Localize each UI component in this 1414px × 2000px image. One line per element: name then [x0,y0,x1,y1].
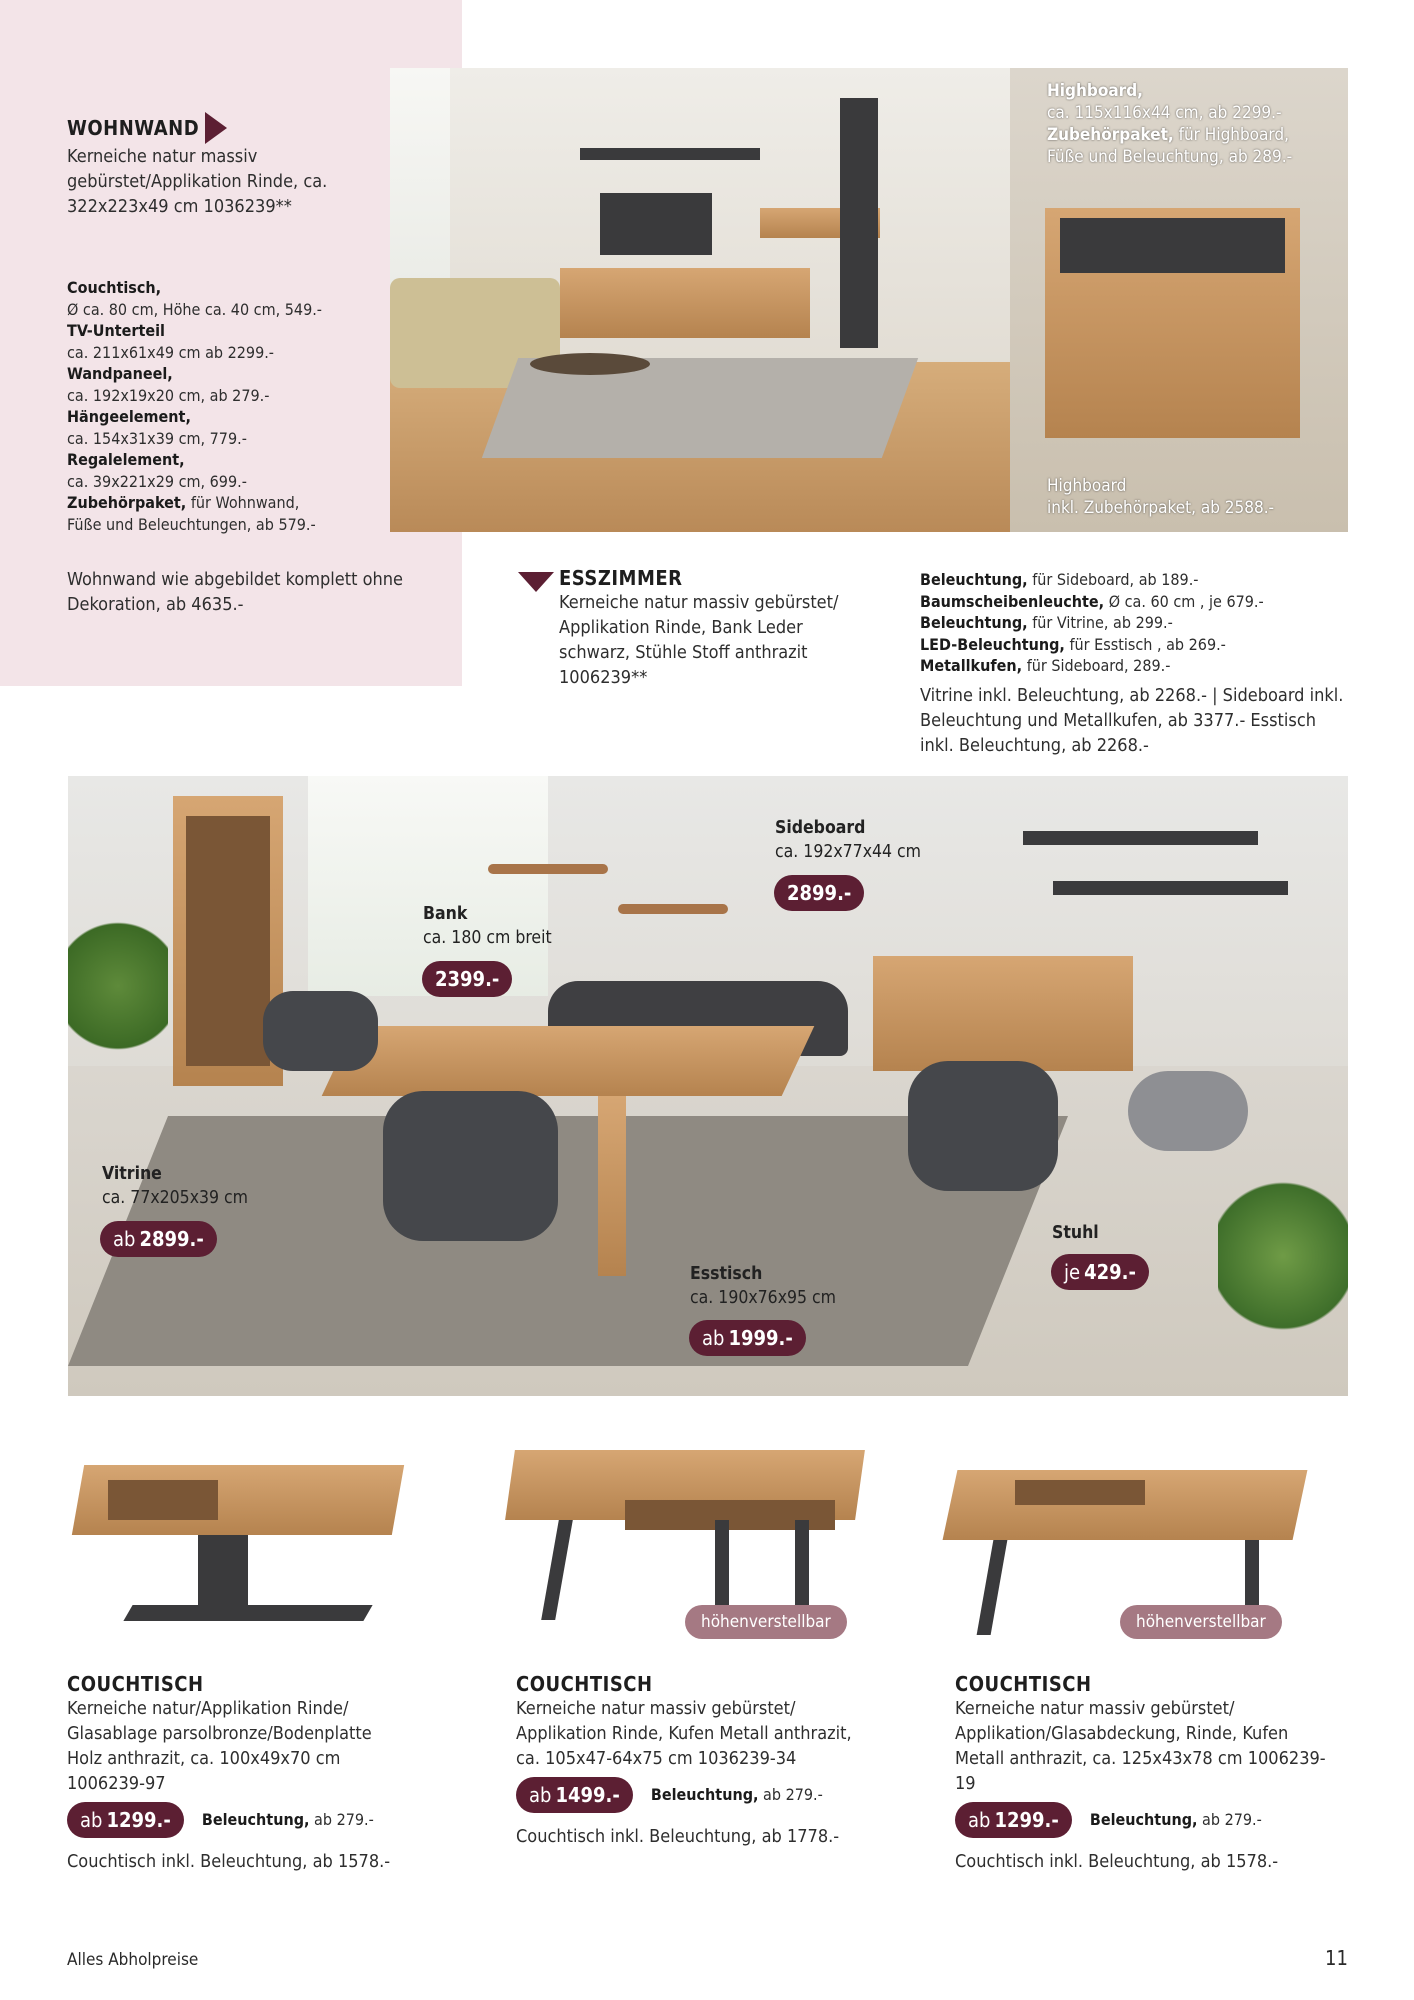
product-extra: Beleuchtung, ab 279.- [201,1810,374,1830]
esstisch-label: Esstisch ca. 190x76x95 cm [690,1264,837,1308]
accessory-item: Beleuchtung, für Vitrine, ab 299.- [920,613,1173,632]
product-note: Couchtisch inkl. Beleuchtung, ab 1778.- [516,1826,840,1847]
highboard-label: Highboard, ca. 115x116x44 cm, ab 2299.- Zubehörpaket, für Highboard, Füße und Beleuchtung, ab 289.- [1047,81,1293,167]
bank-price: 2399.- [422,961,512,997]
wohnwand-title: WOHNWAND [67,116,200,140]
esszimmer-block [559,566,889,690]
product-price: ab 1499.- [516,1777,633,1813]
page-number: 11 [1325,1946,1348,1970]
product-extra: Beleuchtung, ab 279.- [1089,1810,1262,1830]
product-description: Kerneiche natur massiv gebürstet/ Applikation/Glasabdeckung, Rinde, Kufen Metall anthrazit, ca. 125x43x78 cm 1006239-19 [955,1698,1326,1794]
badge-height-adjustable: höhenverstellbar [1120,1605,1282,1639]
footer-note: Alles Abholpreise [67,1950,199,1970]
stuhl-label: Stuhl [1052,1223,1099,1243]
item-haengeelement: Hängeelement, ca. 154x31x39 cm, 779.- [67,407,247,448]
product-2 [516,1672,856,1849]
product-description: Kerneiche natur massiv gebürstet/ Applikation Rinde, Kufen Metall anthrazit, ca. 105x47-64x75 cm 1036239-34 [516,1698,852,1769]
sideboard-price: 2899.- [774,875,864,911]
accessory-item: Beleuchtung, für Sideboard, ab 189.- [920,570,1199,589]
accessory-item: Metallkufen, für Sideboard, 289.- [920,656,1171,675]
esszimmer-accessories [920,569,1350,677]
highboard-bottom-label: Highboard inkl. Zubehörpaket, ab 2588.- [1047,476,1275,518]
product-3 [955,1672,1335,1874]
wohnwand-note: Wohnwand wie abgebildet komplett ohne Dekoration, ab 4635.- [67,569,403,615]
sideboard-label: Sideboard ca. 192x77x44 cm [775,818,922,862]
product-note: Couchtisch inkl. Beleuchtung, ab 1578.- [67,1851,391,1872]
item-zubehoerpaket: Zubehörpaket, für Wohnwand, Füße und Beleuchtungen, ab 579.- [67,493,316,534]
wohnwand-block [67,112,427,219]
couchtisch-2-image [505,1410,865,1630]
stuhl-price: je 429.- [1051,1254,1149,1290]
vitrine-label: Vitrine ca. 77x205x39 cm [102,1164,249,1208]
arrow-right-icon [205,112,227,144]
arrow-down-icon [518,572,554,592]
bank-label: Bank ca. 180 cm breit [423,904,552,948]
product-1 [67,1672,407,1874]
badge-height-adjustable: höhenverstellbar [685,1605,847,1639]
esszimmer-description: Kerneiche natur massiv gebürstet/ Applikation Rinde, Bank Leder schwarz, Stühle Stoff anthrazit 1006239** [559,592,839,688]
couchtisch-3-image [945,1410,1310,1630]
product-extra: Beleuchtung, ab 279.- [650,1785,823,1805]
product-description: Kerneiche natur/Applikation Rinde/ Glasablage parsolbronze/Bodenplatte Holz anthrazit, ca. 100x49x70 cm 1006239-97 [67,1698,372,1794]
vitrine-price: ab 2899.- [100,1221,217,1257]
product-price: ab 1299.- [955,1802,1072,1838]
couchtisch-1-image [68,1410,408,1630]
esstisch-price: ab 1999.- [689,1320,806,1356]
product-note: Couchtisch inkl. Beleuchtung, ab 1578.- [955,1851,1279,1872]
accessory-item: Baumscheibenleuchte, Ø ca. 60 cm , je 679.- [920,591,1264,611]
esszimmer-title: ESSZIMMER [559,566,683,590]
item-couchtisch: Couchtisch, Ø ca. 80 cm, Höhe ca. 40 cm, 549.- [67,278,322,319]
product-title: COUCHTISCH [955,1672,1092,1696]
product-price: ab 1299.- [67,1802,184,1838]
esszimmer-summary: Vitrine inkl. Beleuchtung, ab 2268.- | Sideboard inkl. Beleuchtung und Metallkufen, ab 3377.- Esstisch inkl. Beleuchtung, ab 2268.- [920,685,1344,756]
item-wandpaneel: Wandpaneel, ca. 192x19x20 cm, ab 279.- [67,364,270,405]
product-title: COUCHTISCH [516,1672,653,1696]
accessory-item: LED-Beleuchtung, für Esstisch , ab 269.- [920,634,1226,654]
item-regalelement: Regalelement, ca. 39x221x29 cm, 699.- [67,450,247,491]
product-title: COUCHTISCH [67,1672,204,1696]
wohnwand-description: Kerneiche natur massiv gebürstet/Applikation Rinde, ca. 322x223x49 cm 1036239** [67,146,328,217]
item-tv-unterteil: TV-Unterteil ca. 211x61x49 cm ab 2299.- [67,321,274,362]
